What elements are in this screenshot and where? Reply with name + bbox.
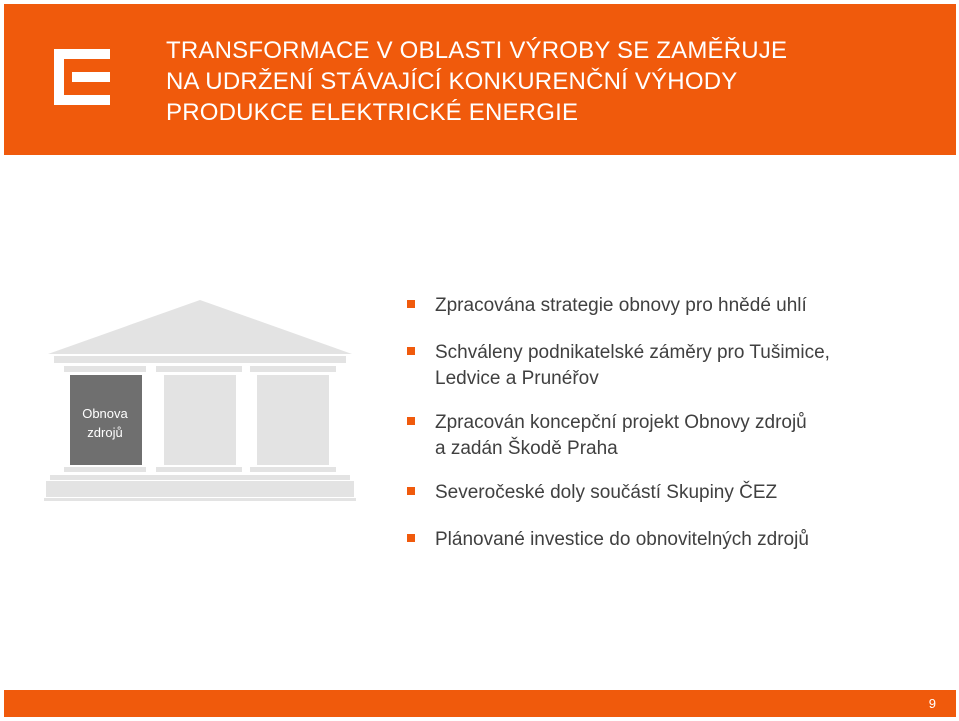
list-item [405, 410, 925, 462]
pillar [257, 375, 329, 465]
list-item [405, 480, 925, 506]
pillar [164, 375, 236, 465]
cez-logo-icon [54, 49, 110, 105]
temple-architrave [54, 356, 346, 363]
square-bullet-icon [407, 417, 415, 425]
pillar-capital [64, 366, 146, 372]
pillar-label-line: Obnova [82, 406, 128, 421]
temple-diagram [44, 298, 356, 508]
temple-roof [48, 300, 352, 354]
bullet-text: Severočeské doly součástí Skupiny ČEZ [435, 482, 778, 503]
bullet-text: Zpracována strategie obnovy pro hnědé uhlí [435, 295, 807, 316]
temple-step [46, 481, 354, 497]
square-bullet-icon [407, 300, 415, 308]
pillar-base [250, 467, 336, 472]
footer-bar [4, 690, 956, 717]
title-line: TRANSFORMACE V OBLASTI VÝROBY SE ZAMĚŘUJE [166, 37, 788, 64]
bullet-list [405, 293, 925, 574]
square-bullet-icon [407, 534, 415, 542]
pillar-label-line: zdrojů [87, 425, 123, 440]
square-bullet-icon [407, 487, 415, 495]
bullet-text: Schváleny podnikatelské záměry pro Tušimice, [435, 342, 830, 363]
header-bar [4, 4, 956, 155]
bullet-text: a zadán Škodě Praha [435, 438, 618, 459]
title-line: NA UDRŽENÍ STÁVAJÍCÍ KONKURENČNÍ VÝHODY [166, 68, 738, 95]
pillar-label [70, 404, 140, 442]
bullet-text: Plánované investice do obnovitelných zdrojů [435, 529, 809, 550]
page-title [166, 35, 926, 128]
page-number: 9 [928, 696, 936, 711]
temple-step [50, 475, 350, 480]
list-item [405, 527, 925, 553]
pillar-base [64, 467, 146, 472]
square-bullet-icon [407, 347, 415, 355]
list-item [405, 340, 925, 392]
list-item [405, 293, 925, 319]
title-line: PRODUKCE ELEKTRICKÉ ENERGIE [166, 99, 579, 126]
pillar-capital [156, 366, 242, 372]
bullet-text: Zpracován koncepční projekt Obnovy zdrojů [435, 412, 807, 433]
temple-step [44, 498, 356, 501]
pillar-capital [250, 366, 336, 372]
bullet-text: Ledvice a Prunéřov [435, 368, 599, 389]
pillar-base [156, 467, 242, 472]
